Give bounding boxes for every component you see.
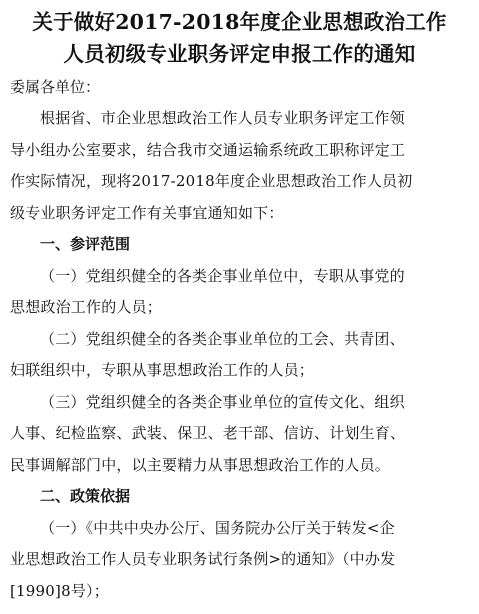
intro-line: 导小组办公室要求，结合我市交通运输系统政工职称评定工 [10, 140, 406, 159]
intro-line: 根据省、市企业思想政治工作人员专业职务评定工作领 [40, 109, 405, 127]
scope-item-line: （一）党组织健全的各类企事业单位中，专职从事党的 [40, 266, 405, 285]
document-title [10, 6, 469, 70]
scope-item-line: （三）党组织健全的各类企事业单位的宣传文化、组织 [40, 392, 405, 411]
scope-item-line: 思想政治工作的人员； [10, 298, 163, 316]
scope-item-line: （二）党组织健全的各类企事业单位的工会、共青团、 [40, 329, 405, 348]
scope-item-1 [10, 261, 469, 324]
scope-item-3 [10, 387, 469, 482]
intro-line: 级专业职务评定工作有关事宜通知如下： [10, 203, 284, 222]
policy-item-line: （一）《中共中央办公厅、国务院办公厅关于转发<企 [40, 518, 395, 537]
policy-item-line: 业思想政治工作人员专业职务试行条例>的通知》（中办发 [10, 550, 396, 568]
policy-item-line: [1990]8号）； [10, 581, 109, 600]
intro-line: 作实际情况，现将2017-2018年度企业思想政治工作人员初 [10, 172, 413, 190]
section-heading-scope: 一、参评范围 [40, 235, 131, 253]
title-line-1: 关于做好2017-2018年度企业思想政治工作 [32, 10, 447, 34]
policy-item-1 [10, 513, 469, 608]
scope-item-2 [10, 324, 469, 387]
intro-paragraph [10, 103, 469, 229]
scope-item-line: 妇联组织中，专职从事思想政治工作的人员； [10, 361, 315, 379]
addressee: 委属各单位： [10, 78, 101, 96]
section-heading-policy: 二、政策依据 [40, 487, 131, 505]
title-line-2: 人员初级专业职务评定申报工作的通知 [63, 42, 416, 66]
scope-item-line: 民事调解部门中，以主要精力从事思想政治工作的人员。 [10, 455, 391, 474]
scope-item-line: 人事、纪检监察、武装、保卫、老干部、信访、计划生育、 [10, 424, 406, 442]
